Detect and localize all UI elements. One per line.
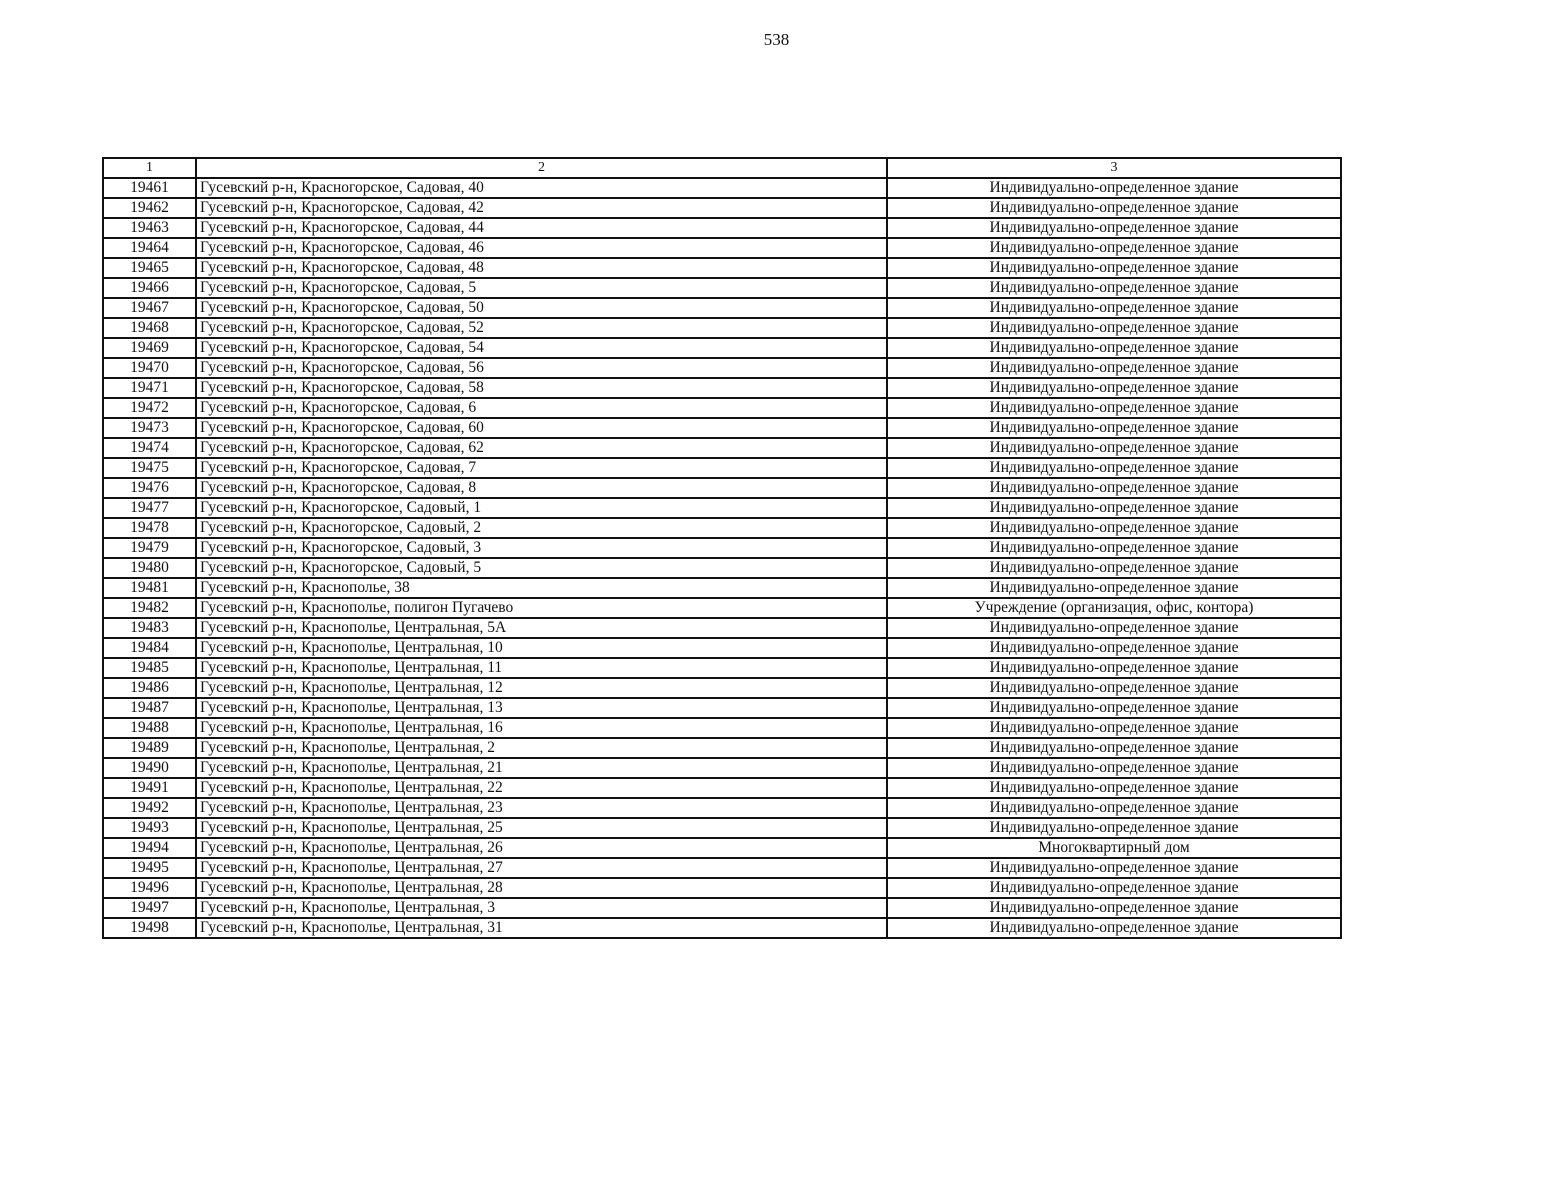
object-type-cell: Индивидуально-определенное здание <box>887 458 1341 478</box>
row-number-cell: 19481 <box>103 578 196 598</box>
address-cell: Гусевский р-н, Красногорское, Садовая, 44 <box>196 218 887 238</box>
row-number-cell: 19494 <box>103 838 196 858</box>
page-number: 538 <box>763 30 790 49</box>
address-cell: Гусевский р-н, Краснополье, полигон Пугачево <box>196 598 887 618</box>
object-type-cell: Индивидуально-определенное здание <box>887 618 1341 638</box>
table-row <box>103 758 1341 778</box>
object-type-cell: Индивидуально-определенное здание <box>887 858 1341 878</box>
address-cell: Гусевский р-н, Красногорское, Садовый, 1 <box>196 498 887 518</box>
object-type-cell: Индивидуально-определенное здание <box>887 218 1341 238</box>
row-number-cell: 19487 <box>103 698 196 718</box>
row-number-cell: 19498 <box>103 918 196 938</box>
table-row <box>103 338 1341 358</box>
object-type-cell: Индивидуально-определенное здание <box>887 338 1341 358</box>
address-cell: Гусевский р-н, Краснополье, 38 <box>196 578 887 598</box>
table-row <box>103 498 1341 518</box>
address-cell: Гусевский р-н, Краснополье, Центральная, 25 <box>196 818 887 838</box>
address-cell: Гусевский р-н, Красногорское, Садовая, 8 <box>196 478 887 498</box>
table-row <box>103 458 1341 478</box>
object-type-cell: Индивидуально-определенное здание <box>887 298 1341 318</box>
table-row <box>103 278 1341 298</box>
address-cell: Гусевский р-н, Красногорское, Садовая, 50 <box>196 298 887 318</box>
address-cell: Гусевский р-н, Краснополье, Центральная, 5А <box>196 618 887 638</box>
address-cell: Гусевский р-н, Краснополье, Центральная, 26 <box>196 838 887 858</box>
object-type-cell: Индивидуально-определенное здание <box>887 258 1341 278</box>
object-type-cell: Индивидуально-определенное здание <box>887 438 1341 458</box>
table-row <box>103 258 1341 278</box>
row-number-cell: 19473 <box>103 418 196 438</box>
object-type-cell: Индивидуально-определенное здание <box>887 358 1341 378</box>
address-cell: Гусевский р-н, Краснополье, Центральная, 2 <box>196 738 887 758</box>
table-row <box>103 638 1341 658</box>
table-row <box>103 378 1341 398</box>
table-row <box>103 238 1341 258</box>
row-number-cell: 19488 <box>103 718 196 738</box>
address-cell: Гусевский р-н, Краснополье, Центральная, 3 <box>196 898 887 918</box>
address-cell: Гусевский р-н, Красногорское, Садовая, 5 <box>196 278 887 298</box>
address-cell: Гусевский р-н, Красногорское, Садовая, 58 <box>196 378 887 398</box>
object-type-cell: Индивидуально-определенное здание <box>887 698 1341 718</box>
row-number-cell: 19479 <box>103 538 196 558</box>
header-col-1: 1 <box>103 158 196 178</box>
object-type-cell: Индивидуально-определенное здание <box>887 578 1341 598</box>
row-number-cell: 19474 <box>103 438 196 458</box>
registry-table <box>102 157 1342 939</box>
row-number-cell: 19466 <box>103 278 196 298</box>
header-col-2: 2 <box>196 158 887 178</box>
table-row <box>103 778 1341 798</box>
table-row <box>103 558 1341 578</box>
row-number-cell: 19462 <box>103 198 196 218</box>
address-cell: Гусевский р-н, Красногорское, Садовая, 52 <box>196 318 887 338</box>
table-row <box>103 698 1341 718</box>
row-number-cell: 19476 <box>103 478 196 498</box>
object-type-cell: Индивидуально-определенное здание <box>887 918 1341 938</box>
object-type-cell: Индивидуально-определенное здание <box>887 538 1341 558</box>
row-number-cell: 19463 <box>103 218 196 238</box>
table-row <box>103 838 1341 858</box>
address-cell: Гусевский р-н, Красногорское, Садовая, 6 <box>196 398 887 418</box>
object-type-cell: Индивидуально-определенное здание <box>887 498 1341 518</box>
row-number-cell: 19486 <box>103 678 196 698</box>
address-cell: Гусевский р-н, Красногорское, Садовая, 48 <box>196 258 887 278</box>
row-number-cell: 19482 <box>103 598 196 618</box>
table-row <box>103 918 1341 938</box>
object-type-cell: Индивидуально-определенное здание <box>887 638 1341 658</box>
object-type-cell: Индивидуально-определенное здание <box>887 898 1341 918</box>
table-row <box>103 658 1341 678</box>
object-type-cell: Индивидуально-определенное здание <box>887 558 1341 578</box>
object-type-cell: Индивидуально-определенное здание <box>887 178 1341 198</box>
object-type-cell: Индивидуально-определенное здание <box>887 778 1341 798</box>
table-row <box>103 818 1341 838</box>
row-number-cell: 19464 <box>103 238 196 258</box>
row-number-cell: 19469 <box>103 338 196 358</box>
object-type-cell: Индивидуально-определенное здание <box>887 478 1341 498</box>
object-type-cell: Многоквартирный дом <box>887 838 1341 858</box>
row-number-cell: 19483 <box>103 618 196 638</box>
address-cell: Гусевский р-н, Красногорское, Садовая, 7 <box>196 458 887 478</box>
object-type-cell: Индивидуально-определенное здание <box>887 318 1341 338</box>
address-cell: Гусевский р-н, Красногорское, Садовая, 62 <box>196 438 887 458</box>
address-cell: Гусевский р-н, Красногорское, Садовый, 2 <box>196 518 887 538</box>
object-type-cell: Индивидуально-определенное здание <box>887 678 1341 698</box>
object-type-cell: Учреждение (организация, офис, контора) <box>887 598 1341 618</box>
row-number-cell: 19478 <box>103 518 196 538</box>
table-row <box>103 318 1341 338</box>
address-cell: Гусевский р-н, Краснополье, Центральная, 23 <box>196 798 887 818</box>
table-row <box>103 578 1341 598</box>
address-cell: Гусевский р-н, Краснополье, Центральная, 27 <box>196 858 887 878</box>
row-number-cell: 19470 <box>103 358 196 378</box>
row-number-cell: 19472 <box>103 398 196 418</box>
row-number-cell: 19489 <box>103 738 196 758</box>
address-cell: Гусевский р-н, Красногорское, Садовая, 56 <box>196 358 887 378</box>
address-cell: Гусевский р-н, Красногорское, Садовая, 42 <box>196 198 887 218</box>
row-number-cell: 19465 <box>103 258 196 278</box>
address-cell: Гусевский р-н, Краснополье, Центральная, 11 <box>196 658 887 678</box>
row-number-cell: 19495 <box>103 858 196 878</box>
address-cell: Гусевский р-н, Краснополье, Центральная, 12 <box>196 678 887 698</box>
table-row <box>103 438 1341 458</box>
address-cell: Гусевский р-н, Краснополье, Центральная, 28 <box>196 878 887 898</box>
object-type-cell: Индивидуально-определенное здание <box>887 238 1341 258</box>
row-number-cell: 19491 <box>103 778 196 798</box>
object-type-cell: Индивидуально-определенное здание <box>887 198 1341 218</box>
address-cell: Гусевский р-н, Красногорское, Садовая, 46 <box>196 238 887 258</box>
table-row <box>103 798 1341 818</box>
row-number-cell: 19485 <box>103 658 196 678</box>
table-row <box>103 678 1341 698</box>
row-number-cell: 19496 <box>103 878 196 898</box>
table-row <box>103 538 1341 558</box>
table-row <box>103 198 1341 218</box>
address-cell: Гусевский р-н, Красногорское, Садовый, 5 <box>196 558 887 578</box>
object-type-cell: Индивидуально-определенное здание <box>887 718 1341 738</box>
table-row <box>103 298 1341 318</box>
address-cell: Гусевский р-н, Красногорское, Садовая, 60 <box>196 418 887 438</box>
object-type-cell: Индивидуально-определенное здание <box>887 278 1341 298</box>
table-row <box>103 398 1341 418</box>
table-row <box>103 718 1341 738</box>
table-row <box>103 898 1341 918</box>
address-cell: Гусевский р-н, Краснополье, Центральная, 21 <box>196 758 887 778</box>
address-cell: Гусевский р-н, Красногорское, Садовая, 40 <box>196 178 887 198</box>
object-type-cell: Индивидуально-определенное здание <box>887 378 1341 398</box>
row-number-cell: 19475 <box>103 458 196 478</box>
table-row <box>103 598 1341 618</box>
row-number-cell: 19490 <box>103 758 196 778</box>
table-row <box>103 178 1341 198</box>
object-type-cell: Индивидуально-определенное здание <box>887 418 1341 438</box>
table-header-row <box>103 158 1341 178</box>
object-type-cell: Индивидуально-определенное здание <box>887 758 1341 778</box>
table-row <box>103 478 1341 498</box>
row-number-cell: 19461 <box>103 178 196 198</box>
table-row <box>103 618 1341 638</box>
object-type-cell: Индивидуально-определенное здание <box>887 518 1341 538</box>
row-number-cell: 19493 <box>103 818 196 838</box>
row-number-cell: 19471 <box>103 378 196 398</box>
object-type-cell: Индивидуально-определенное здание <box>887 658 1341 678</box>
table-row <box>103 358 1341 378</box>
table-row <box>103 878 1341 898</box>
row-number-cell: 19497 <box>103 898 196 918</box>
table-row <box>103 738 1341 758</box>
object-type-cell: Индивидуально-определенное здание <box>887 398 1341 418</box>
address-cell: Гусевский р-н, Красногорское, Садовый, 3 <box>196 538 887 558</box>
object-type-cell: Индивидуально-определенное здание <box>887 878 1341 898</box>
row-number-cell: 19480 <box>103 558 196 578</box>
object-type-cell: Индивидуально-определенное здание <box>887 818 1341 838</box>
table-row <box>103 518 1341 538</box>
address-cell: Гусевский р-н, Краснополье, Центральная, 31 <box>196 918 887 938</box>
row-number-cell: 19484 <box>103 638 196 658</box>
row-number-cell: 19492 <box>103 798 196 818</box>
header-col-3: 3 <box>887 158 1341 178</box>
object-type-cell: Индивидуально-определенное здание <box>887 738 1341 758</box>
row-number-cell: 19477 <box>103 498 196 518</box>
row-number-cell: 19468 <box>103 318 196 338</box>
address-cell: Гусевский р-н, Краснополье, Центральная, 13 <box>196 698 887 718</box>
row-number-cell: 19467 <box>103 298 196 318</box>
address-cell: Гусевский р-н, Краснополье, Центральная, 22 <box>196 778 887 798</box>
table-row <box>103 418 1341 438</box>
address-cell: Гусевский р-н, Краснополье, Центральная, 10 <box>196 638 887 658</box>
table-body <box>103 158 1341 938</box>
table-row <box>103 858 1341 878</box>
address-cell: Гусевский р-н, Красногорское, Садовая, 54 <box>196 338 887 358</box>
object-type-cell: Индивидуально-определенное здание <box>887 798 1341 818</box>
table-row <box>103 218 1341 238</box>
address-cell: Гусевский р-н, Краснополье, Центральная, 16 <box>196 718 887 738</box>
